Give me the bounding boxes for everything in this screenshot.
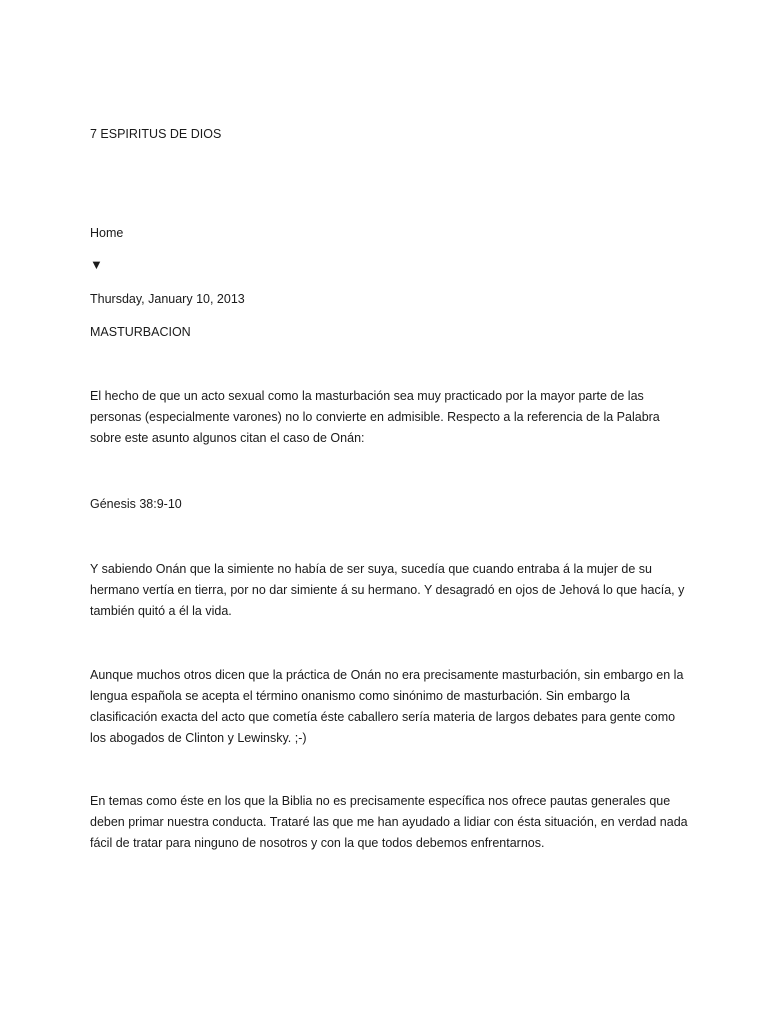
dropdown-arrow-icon[interactable]: ▼ xyxy=(90,257,103,272)
scripture-reference: Génesis 38:9-10 xyxy=(90,497,182,511)
blog-title[interactable]: 7 ESPIRITUS DE DIOS xyxy=(90,127,222,141)
post-date: Thursday, January 10, 2013 xyxy=(90,292,245,306)
home-link[interactable]: Home xyxy=(90,226,124,240)
paragraph-guidelines: En temas como éste en los que la Biblia no es precisamente específica nos ofrece pautas generales que deben primar nuestra conducta. Trataré las que me han ayudado a lidiar con ésta situación, en verdad nada fácil de tratar para ninguno de nosotros y con la que todos debemos enfrentarnos. xyxy=(90,794,688,850)
paragraph-scripture-quote: Y sabiendo Onán que la simiente no había de ser suya, sucedía que cuando entraba á la mujer de su hermano vertía en tierra, por no dar simiente á su hermano. Y desagradó en ojos de Jehová lo que hacía, y también quitó a él la vida. xyxy=(90,562,685,618)
paragraph-onanism: Aunque muchos otros dicen que la práctica de Onán no era precisamente masturbación, sin embargo en la lengua española se acepta el término onanismo como sinónimo de masturbación. Sin embargo la clasificación exacta del acto que cometía éste caballero sería materia de largos debates para gente como los abogados de Clinton y Lewinsky. ;-) xyxy=(90,668,684,745)
paragraph-intro: El hecho de que un acto sexual como la masturbación sea muy practicado por la mayor parte de las personas (especialmente varones) no lo convierte en admisible. Respecto a la referencia de la Palabra sobre este asunto algunos citan el caso de Onán: xyxy=(90,389,660,445)
post-title: MASTURBACION xyxy=(90,325,191,339)
